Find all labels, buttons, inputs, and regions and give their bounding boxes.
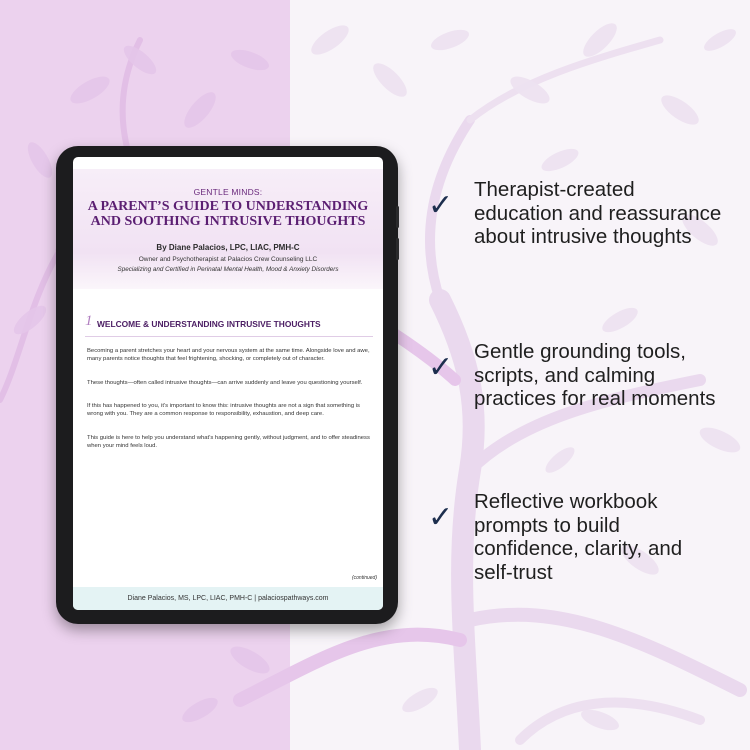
section-divider	[85, 336, 373, 337]
document-paragraph: These thoughts—often called intrusive thoughts—can arrive suddenly and leave you questioning yourself.	[87, 380, 363, 386]
document-author-role: Owner and Psychotherapist at Palacios Crew Counseling LLC	[138, 256, 318, 263]
benefit-text: Reflective workbook prompts to build confidence, clarity, and self-trust	[474, 490, 683, 584]
check-icon: ✓	[428, 350, 454, 385]
document-byline: By Diane Palacios, LPC, LIAC, PMH-C	[156, 243, 300, 252]
check-icon: ✓	[428, 188, 454, 223]
tablet-side-button	[396, 206, 399, 228]
document-title	[83, 199, 373, 229]
document-title-line: A PARENT’S GUIDE TO UNDERSTANDING	[87, 199, 369, 214]
check-icon: ✓	[428, 500, 454, 535]
tablet-side-button	[396, 238, 399, 260]
tablet-screen	[73, 157, 383, 610]
continued-note: (continued)	[351, 575, 377, 581]
document-paragraph: If this has happened to you, it’s important to know this: intrusive thoughts are not a sign that something is wrong with you. They are a common response to responsibility, exhaustion, and deep care.	[87, 403, 360, 418]
section-title: WELCOME & UNDERSTANDING INTRUSIVE THOUGHTS	[97, 319, 321, 329]
section-number: 1	[85, 313, 93, 329]
document-title-line: AND SOOTHING INTRUSIVE THOUGHTS	[90, 214, 366, 229]
document-footer: Diane Palacios, MS, LPC, LIAC, PMH-C | palaciospathways.com	[73, 587, 383, 610]
tablet-mockup	[56, 146, 398, 624]
document-header	[73, 169, 383, 289]
document-kicker: GENTLE MINDS:	[193, 187, 263, 197]
benefit-text: Gentle grounding tools, scripts, and calming practices for real moments	[474, 340, 716, 410]
document-paragraph: Becoming a parent stretches your heart and your nervous system at the same time. Alongside love and awe, many parents notice thoughts that feel frightening, shocking, or completely out of character.	[87, 348, 370, 363]
document-paragraph: This guide is here to help you understand what’s happening gently, without judgment, and to offer steadiness when your mind feels loud.	[87, 435, 370, 450]
document-specialty: Specializing and Certified in Perinatal Mental Health, Mood & Anxiety Disorders	[117, 266, 339, 273]
benefit-text: Therapist-created education and reassurance about intrusive thoughts	[474, 178, 722, 248]
